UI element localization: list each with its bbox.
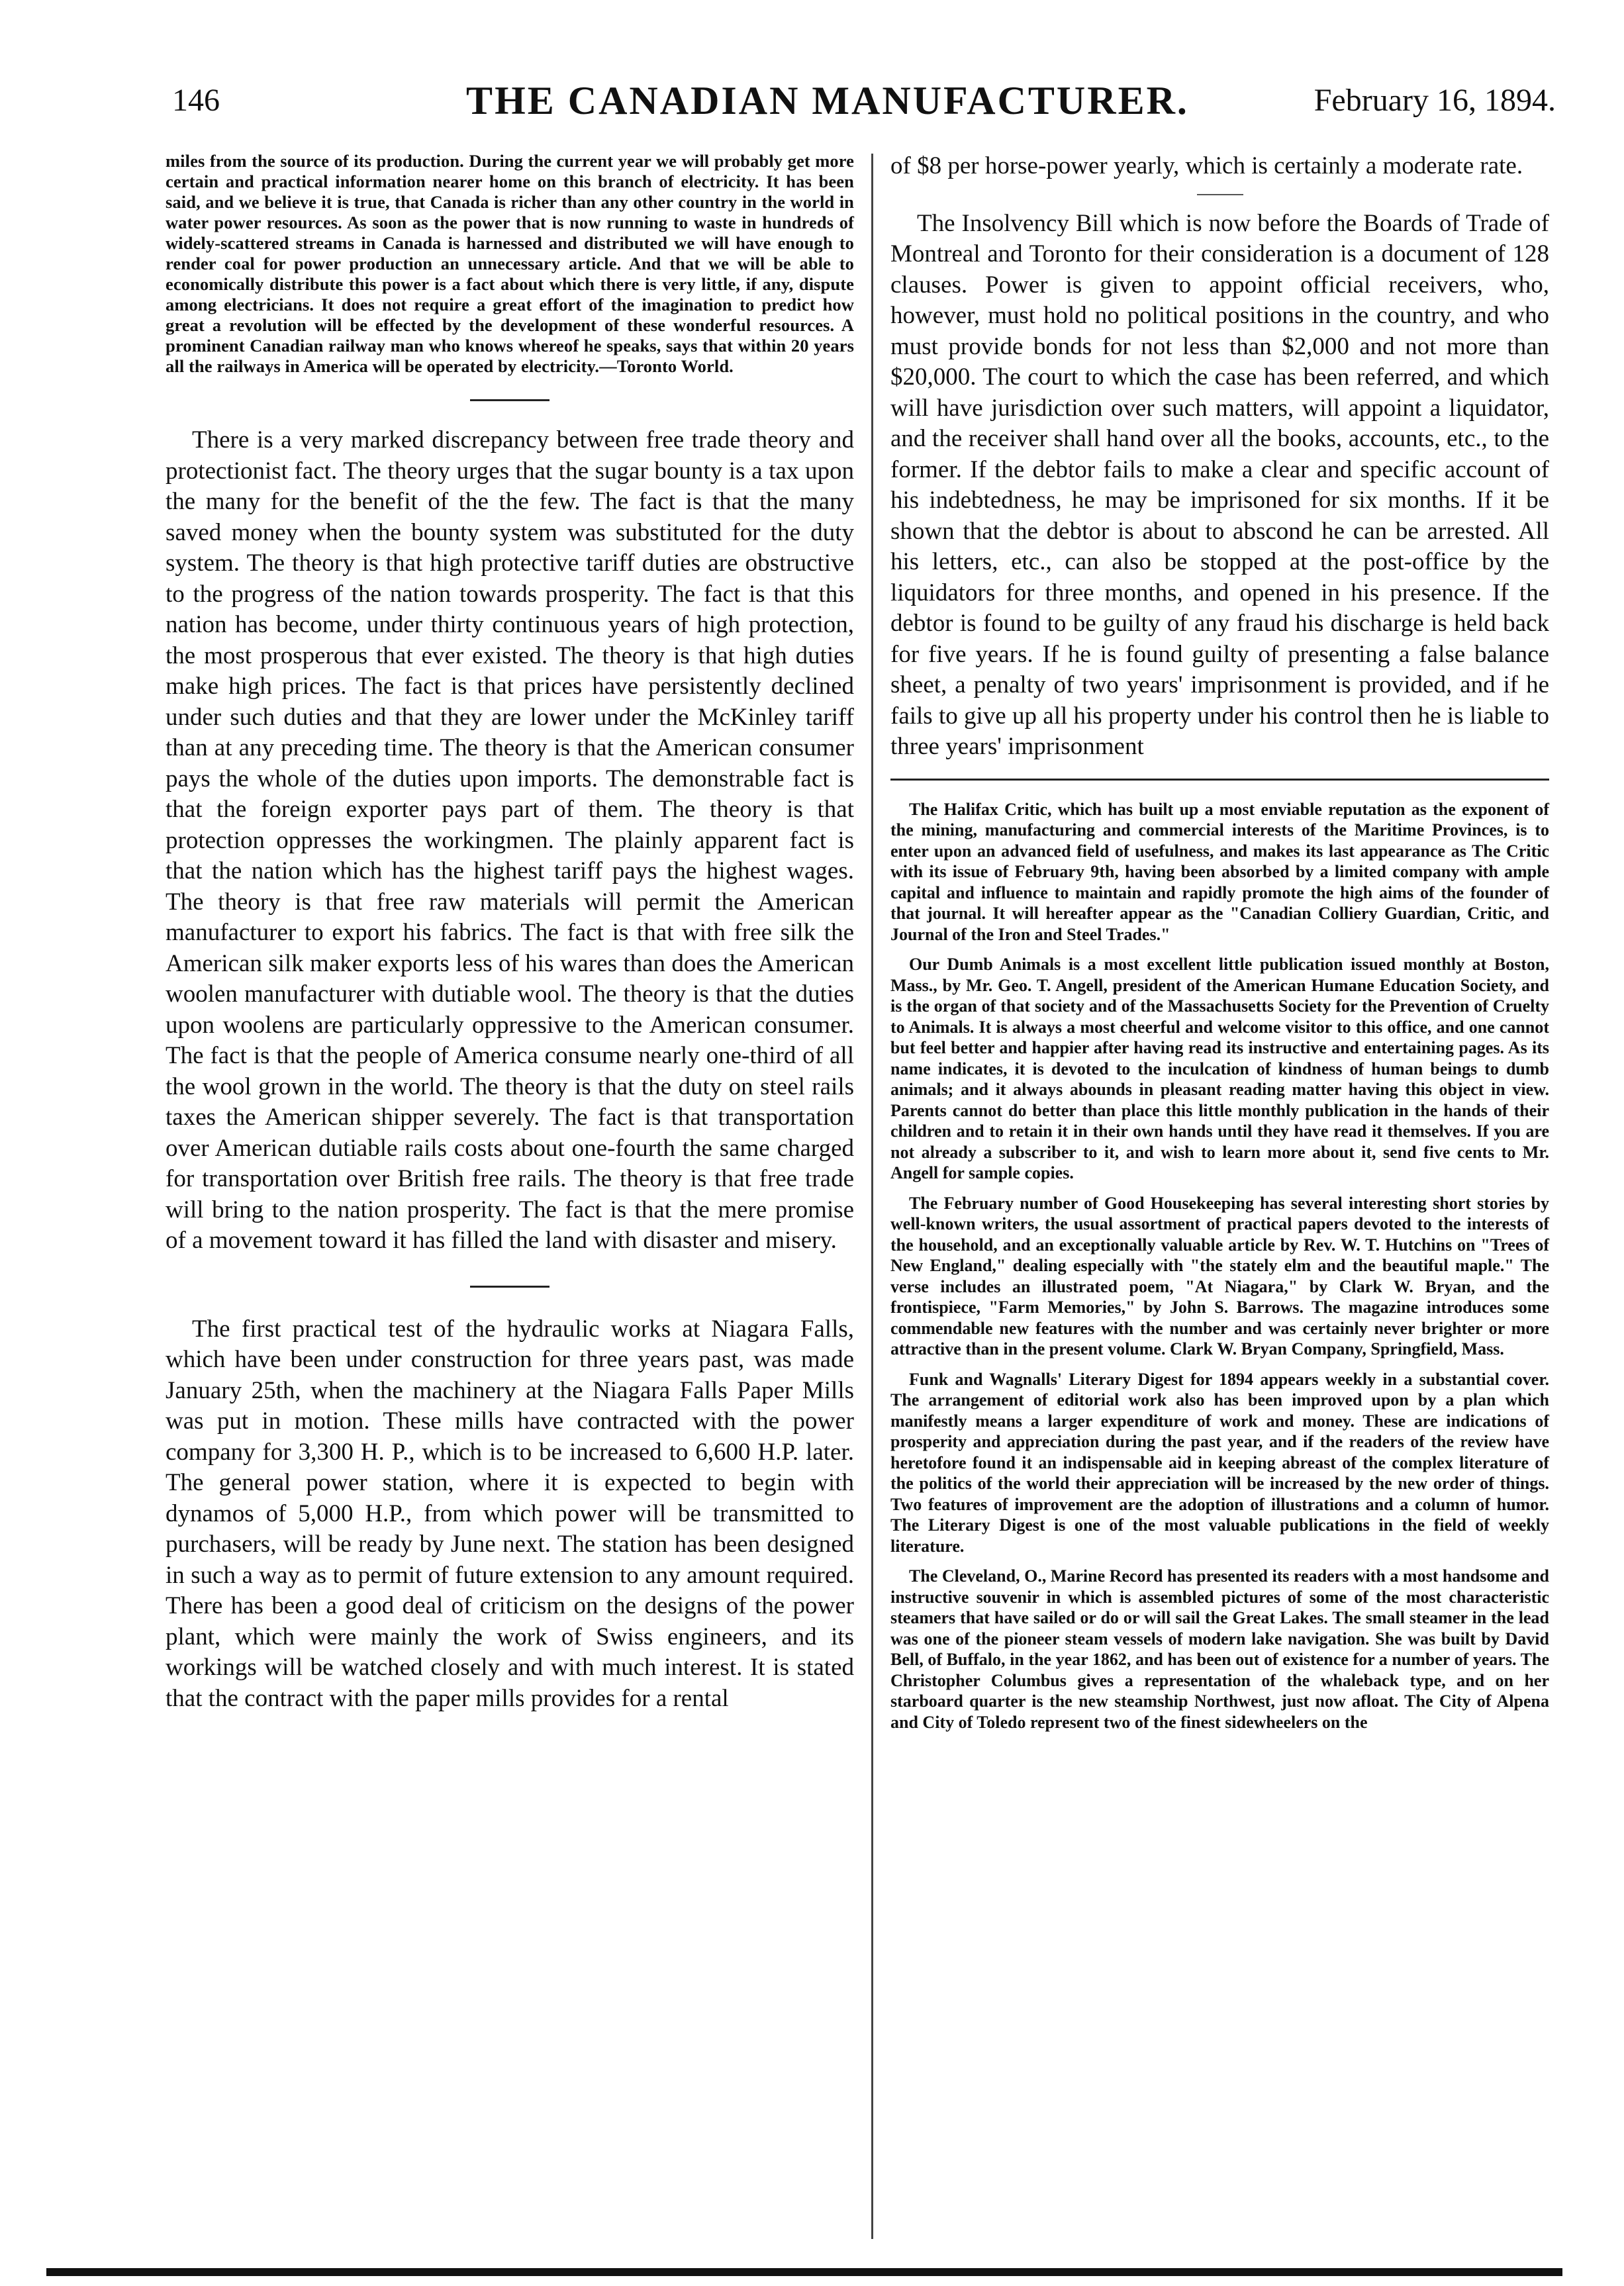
article-paragraph: The Insolvency Bill which is now before the Boards of Trade of Montreal and Toronto for their consideration is a document of 128 clauses. Power is given to appoint official receivers, who, however, must hold no political positions in the country, and who must provide bonds for not less than $2,000 and not more than $20,000. The court to which the case has been referred, and which will have jurisdiction over such matters, will appoint a liquidator, and the receiver shall hand over all the books, accounts, etc., to the former. If the debtor fails to make a clear and specific account of his indebtedness, he may be imprisoned for six months. If it be shown that the debtor is about to abscond he can be arrested. All his letters, etc., can also be stopped at the post-office by the liquidators for three months, and opened in his presence. If the debtor is found to be guilty of any fraud his discharge is held back for five years. If he is found guilty of presenting a false balance sheet, a penalty of two years' imprisonment is provided, and if he fails to give up all his property under his control then he is liable to three years' imprisonment: [890, 209, 1549, 760]
section-divider: [890, 779, 1549, 781]
literary-digest-note: Funk and Wagnalls' Literary Digest for 1894 appears weekly in a substantial cover. The arrangement of editorial work also has been improved upon by a plan which manifestly means a larger expenditure of work and money. These are indications of prosperity and appreciation during the past year, and if the readers of the review have heretofore found it an indispensable aid in keeping abreast of the complex literature of the politics of the world their appreciation will be increased by the new order of things. Two features of improvement are the adoption of illustrations and a column of humor. The Literary Digest is one of the most valuable publications in the field of weekly literature.: [890, 1369, 1549, 1556]
marine-record-note: The Cleveland, O., Marine Record has presented its readers with a most handsome and instructive souvenir in which is assembled pictures of some of the most characteristic steamers that have sailed or do or will sail the Great Lakes. The small steamer in the lead was one of the pioneer steam vessels of modern lake navigation. She was built by David Bell, of Buffalo, in the year 1862, and has been out of existence for a number of years. The Christopher Columbus gives a representation of the whaleback type, and on her starboard quarter is the new steamship Northwest, just now afloat. The City of Alpena and City of Toledo represent two of the finest sidewheelers on the: [890, 1566, 1549, 1732]
free-trade-article: [166, 425, 854, 1257]
publications-notes: [890, 799, 1549, 1733]
section-divider: [470, 1286, 549, 1288]
page-header: [99, 78, 1556, 138]
section-divider: [1197, 194, 1243, 195]
right-column: [890, 151, 1549, 1742]
halifax-critic-note: The Halifax Critic, which has built up a most enviable reputation as the exponent of the mining, manufacturing and commercial interests of the Maritime Provinces, is to enter upon an advanced field of usefulness, and makes its last appearance as The Critic with its issue of February 9th, having been absorbed by a limited company with ample capital and influence to maintain and rapidly promote the high aims of the founder of that journal. It will hereafter appear as the "Canadian Colliery Guardian, Critic, and Journal of the Iron and Steel Trades.": [890, 799, 1549, 944]
column-divider: [871, 154, 873, 2239]
dumb-animals-note: Our Dumb Animals is a most excellent little publication issued monthly at Boston, Mass., by Mr. Geo. T. Angell, president of the American Humane Education Society, and is the organ of that society and of the Massachusetts Society for the Prevention of Cruelty to Animals. It is always a most cheerful and welcome visitor to this office, and one cannot but feel better and happier after having read its instructive and entertaining pages. As its name indicates, it is devoted to the inculcation of kindness of human beings to dumb animals; and it always abounds in pleasant reading matter having this object in view. Parents cannot do better than place this little monthly publication in the hands of their children and to retain it in their own hands until they have read it themselves. If you are not already a subscriber to it, and wish to learn more about it, send five cents to Mr. Angell for sample copies.: [890, 955, 1549, 1182]
left-column: [166, 151, 854, 1714]
article-paragraph: miles from the source of its production. During the current year we will probably get more certain and practical information nearer home on this branch of electricity. It has been said, and we believe it is true, that Canada is richer than any other country in the world in water power resources. As soon as the power that is now running to waste in hundreds of widely-scattered streams in Canada is harnessed and distributed we will have enough to render coal for power production an unnecessary article. And that we will be able to economically distribute this power is a fact about which there is very little, if any, dispute among electricians. It does not require a great effort of the imagination to predict how great a revolution will be effected by the development of these wonderful resources. A prominent Canadian railway man who knows whereof he speaks, says that within 20 years all the railways in America will be operated by electricity.—Toronto World.: [166, 151, 854, 376]
good-housekeeping-note: The February number of Good Housekeeping has several interesting short stories by well-known writers, the usual assortment of practical papers devoted to the interests of the household, and an exceptionally valuable article by Rev. W. T. Hutchins on "Trees of New England," dealing especially with "the stately elm and the beautiful maple." The verse includes an illustrated poem, "At Niagara," by Clark W. Bryan, and the frontispiece, "Farm Memories," by John S. Barrows. The magazine introduces some commendable new features with the number and was certainly never brighter or more attractive than in the present volume. Clark W. Bryan Company, Springfield, Mass.: [890, 1193, 1549, 1358]
page-number: 146: [172, 83, 220, 118]
masthead-title: THE CANADIAN MANUFACTURER.: [466, 79, 1189, 122]
article-paragraph: The first practical test of the hydraulic works at Niagara Falls, which have been under construction for three years past, was made January 25th, when the machinery at the Niagara Falls Paper Mills was put in motion. These mills have contracted with the power company for 3,300 H. P., which is to be increased to 6,600 H.P. later. The general power station, where it is expected to begin with dynamos of 5,000 H.P., from which power will be transmitted to purchasers, will be ready by June next. The station has been designed in such a way as to permit of future extension to any amount required. There has been a good deal of criticism on the designs of the power plant, which were mainly the work of Swiss engineers, and its workings will be watched closely and with much interest. It is stated that the contract with the paper mills provides for a rental: [166, 1315, 854, 1712]
insolvency-bill-article: [890, 209, 1549, 763]
electricity-article: [166, 151, 854, 377]
niagara-article: [166, 1314, 854, 1715]
niagara-article-continued: [890, 151, 1549, 182]
issue-date: February 16, 1894.: [1314, 83, 1556, 118]
section-divider: [470, 399, 549, 401]
article-paragraph: of $8 per horse-power yearly, which is certainly a moderate rate.: [890, 152, 1523, 179]
article-paragraph: There is a very marked discrepancy between free trade theory and protectionist fact. The theory urges that the sugar bounty is a tax upon the many for the benefit of the the few. The fact is that the many saved money when the bounty system was substituted for the duty system. The theory is that high protective tariff duties are obstructive to the progress of the nation towards prosperity. The fact is that this nation has become, under thirty continuous years of high protection, the most prosperous that ever existed. The theory is that high duties make high prices. The fact is that prices have persistently declined under such duties and that they are lower under the McKinley tariff than at any preceding time. The theory is that the American consumer pays the whole of the duties upon imports. The demonstrable fact is that the foreign exporter pays part of them. The theory is that protection oppresses the workingmen. The plainly apparent fact is that the nation which has the highest tariff pays the highest wages. The theory is that free raw materials will permit the American manufacturer to export his fabrics. The fact is that with free silk the American silk maker exports less of his wares than does the American woolen manufacturer with dutiable wool. The theory is that the duties upon woolens are particularly oppressive to the American consumer. The fact is that the people of America consume nearly one-third of all the wool grown in the world. The theory is that the duty on steel rails taxes the American shipper severely. The fact is that transportation over American dutiable rails costs about one-fourth the same charged for transportation over British free rails. The theory is that free trade will bring to the nation prosperity. The fact is that the mere promise of a movement toward it has filled the land with disaster and misery.: [166, 426, 854, 1254]
bottom-rule: [46, 2268, 1562, 2276]
